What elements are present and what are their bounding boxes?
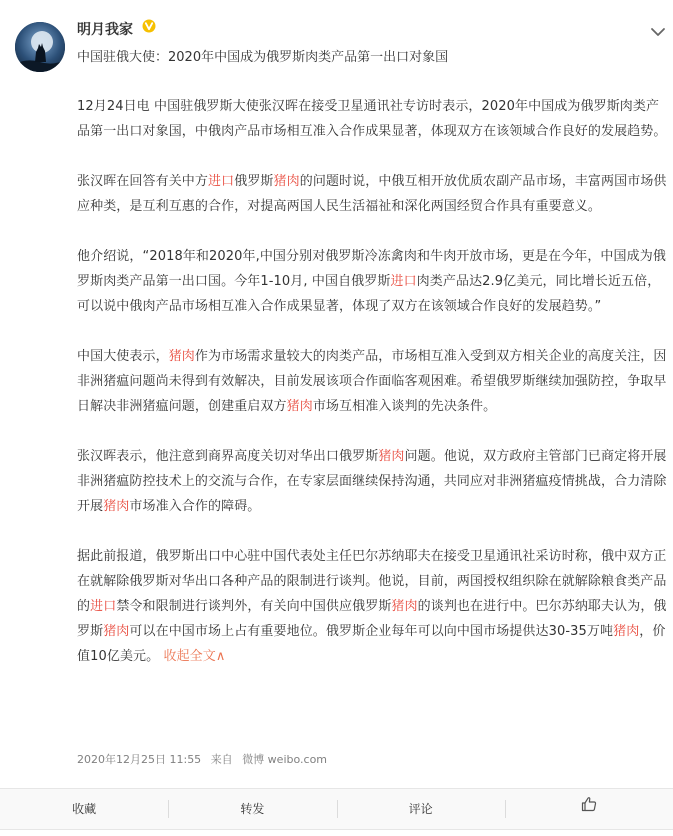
favorite-button[interactable] xyxy=(0,789,168,829)
collapse-full-text-link[interactable]: 收起全文∧ xyxy=(163,649,226,664)
post-headline: 中国驻俄大使：2020年中国成为俄罗斯肉类产品第一出口对象国 xyxy=(77,50,449,65)
post-action-bar xyxy=(0,788,673,830)
verified-v-badge-icon xyxy=(142,19,156,39)
paragraph-text: 12月24日电 中国驻俄罗斯大使张汉晖在接受卫星通讯社专访时表示，2020年中国成为俄罗斯肉类产品第一出口对象国，中俄肉产品市场相互准入合作成果显著，体现双方在该领域合作良好的发展趋势。 xyxy=(77,99,667,139)
comment-label: 评论 xyxy=(408,802,433,816)
post-content xyxy=(77,94,667,669)
paragraph-text: 问题。他说，双方政府主管部门已商定将开展非洲猪瘟防控技术上的交流与合作，在专家层面继续保持沟通，共同应对非洲猪瘟疫情挑战，合力清除开展 xyxy=(77,449,667,514)
post-header xyxy=(0,0,673,80)
highlighted-keyword: 猪肉 xyxy=(391,599,418,614)
highlighted-keyword: 猪肉 xyxy=(286,399,313,414)
post-paragraph xyxy=(77,444,667,519)
chevron-down-icon[interactable] xyxy=(649,24,667,38)
paragraph-text: 俄罗斯 xyxy=(234,174,274,189)
author-name-text[interactable]: 明月我家 xyxy=(77,22,133,38)
highlighted-keyword: 猪肉 xyxy=(103,624,130,639)
highlighted-keyword: 进口 xyxy=(208,174,235,189)
paragraph-text: ，价值10亿美元。 xyxy=(77,624,666,664)
comment-button[interactable] xyxy=(337,789,505,829)
paragraph-text: 市场互相准入谈判的先决条件。 xyxy=(312,399,497,414)
post-source[interactable]: 微博 weibo.com xyxy=(242,753,328,766)
post-paragraph xyxy=(77,244,667,319)
repost-label: 转发 xyxy=(240,802,265,816)
paragraph-text: 禁令和限制进行谈判外，有关向中国供应俄罗斯 xyxy=(116,599,392,614)
post-paragraph xyxy=(77,344,667,419)
post-paragraph xyxy=(77,94,667,144)
paragraph-text: 张汉晖表示，他注意到商界高度关切对华出口俄罗斯 xyxy=(77,449,379,464)
post-timestamp[interactable]: 2020年12月25日 11:55 xyxy=(77,753,202,766)
paragraph-text: 肉类产品达2.9亿美元，同比增长近五倍，可以说中俄肉产品市场相互准入合作成果显著，体现了双方在该领域合作良好的发展趋势。” xyxy=(77,274,661,314)
post-meta xyxy=(77,752,333,768)
author-name[interactable] xyxy=(77,20,156,40)
paragraph-text: 中国大使表示， xyxy=(77,349,169,364)
post-source-prefix: 来自 xyxy=(210,753,233,766)
author-avatar[interactable] xyxy=(15,22,65,72)
highlighted-keyword: 猪肉 xyxy=(103,499,130,514)
paragraph-text: 据此前报道，俄罗斯出口中心驻中国代表处主任巴尔苏纳耶夫在接受卫星通讯社采访时称，俄中双方正在就解除俄罗斯对华出口各种产品的限制进行谈判。他说，目前，两国授权组织除在就解除粮食类产品的 xyxy=(77,549,667,614)
favorite-label: 收藏 xyxy=(72,802,97,816)
highlighted-keyword: 猪肉 xyxy=(273,174,300,189)
paragraph-text: 张汉晖在回答有关中方 xyxy=(77,174,209,189)
paragraph-text: 他介绍说，“2018年和2020年,中国分别对俄罗斯冷冻禽肉和牛肉开放市场，更是在今年，中国成为俄罗斯肉类产品第一出口国。今年1-10月, 中国自俄罗斯 xyxy=(77,249,666,289)
highlighted-keyword: 进口 xyxy=(90,599,117,614)
highlighted-keyword: 进口 xyxy=(390,274,417,289)
like-button[interactable] xyxy=(505,789,673,829)
paragraph-text: 的谈判也在进行中。巴尔苏纳耶夫认为，俄罗斯 xyxy=(77,599,667,639)
highlighted-keyword: 猪肉 xyxy=(613,624,640,639)
highlighted-keyword: 猪肉 xyxy=(168,349,195,364)
thumbs-up-icon xyxy=(581,788,597,828)
post-paragraph xyxy=(77,544,667,669)
paragraph-text: 市场准入合作的障碍。 xyxy=(129,499,261,514)
repost-button[interactable] xyxy=(168,789,336,829)
paragraph-text: 可以在中国市场上占有重要地位。俄罗斯企业每年可以向中国市场提供达30-35万吨 xyxy=(129,624,614,639)
highlighted-keyword: 猪肉 xyxy=(378,449,405,464)
post-paragraph xyxy=(77,169,667,219)
paragraph-text: 的问题时说，中俄互相开放优质农副产品市场，丰富两国市场供应种类，是互利互惠的合作，对提高两国人民生活福祉和深化两国经贸合作具有重要意义。 xyxy=(77,174,667,214)
paragraph-text: 作为市场需求量较大的肉类产品，市场相互准入受到双方相关企业的高度关注，因非洲猪瘟问题尚未得到有效解决，目前发展该项合作面临客观困难。希望俄罗斯继续加强防控，争取早日解决非洲猪瘟问题，创建重启双方 xyxy=(77,349,667,414)
